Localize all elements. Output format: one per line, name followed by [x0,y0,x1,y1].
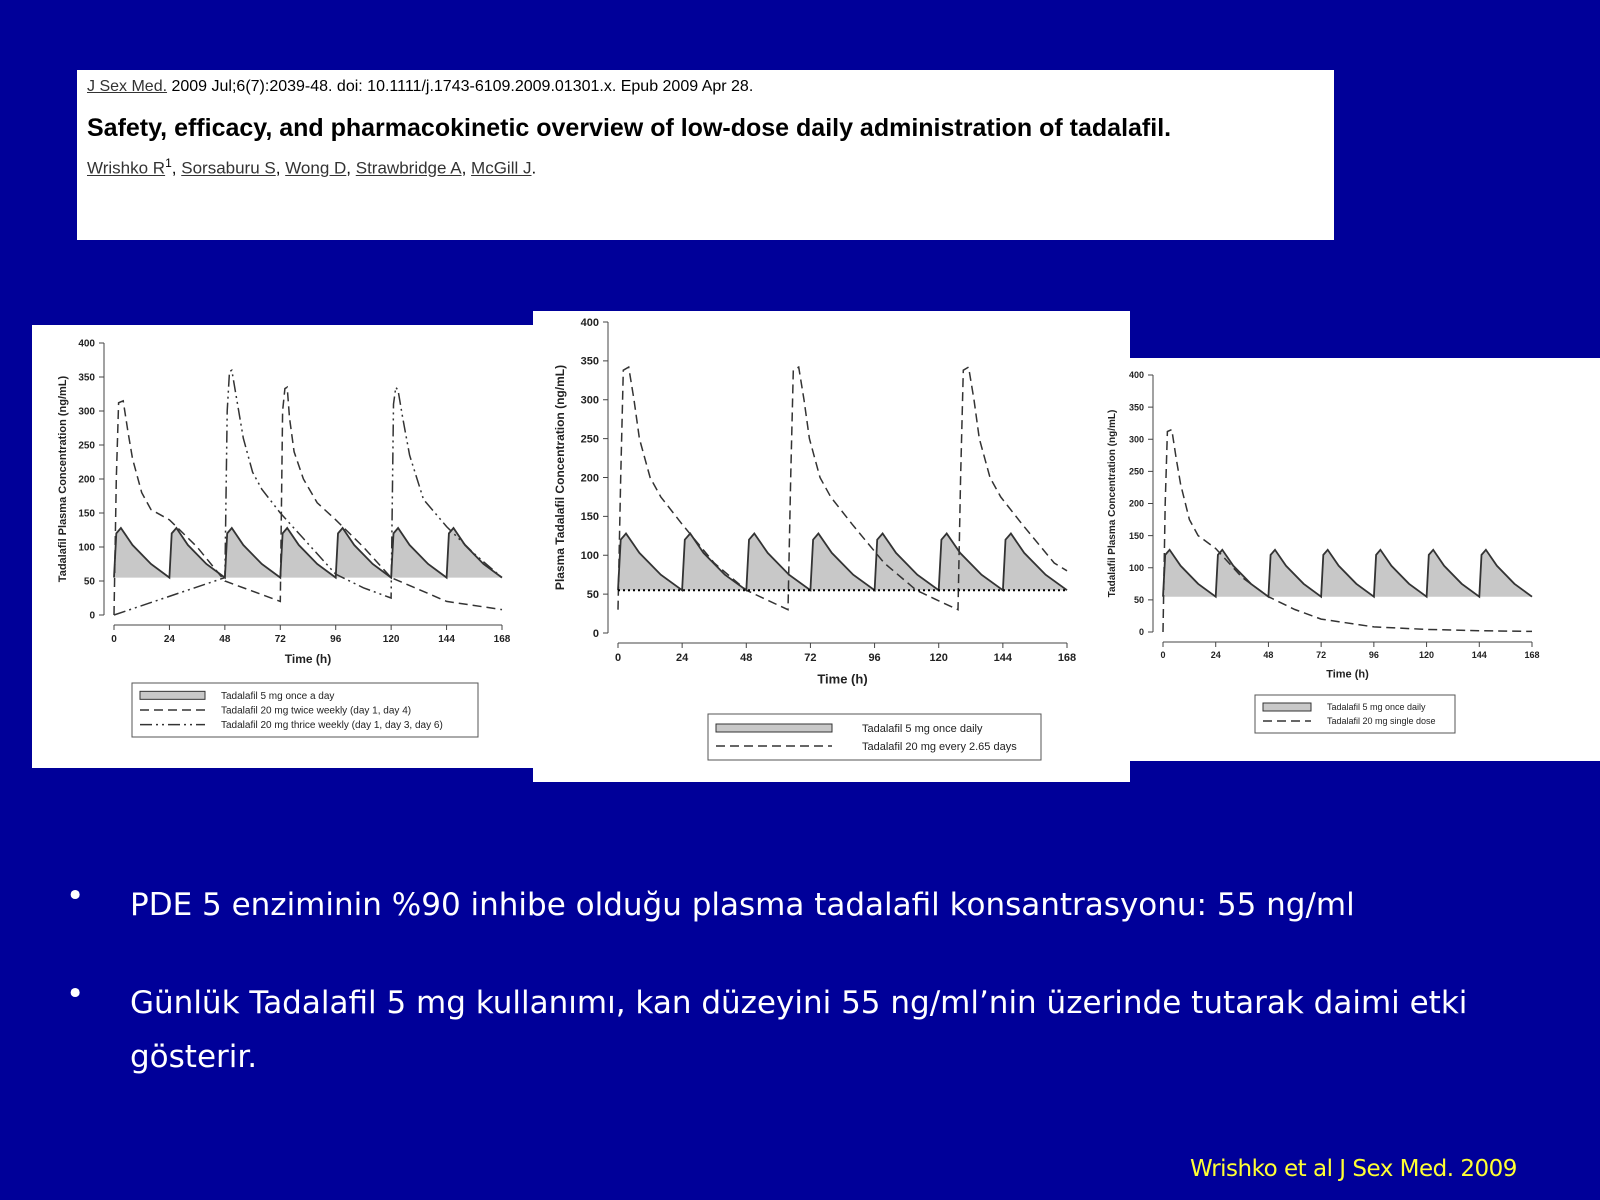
citation-details: 2009 Jul;6(7):2039-48. doi: 10.1111/j.1743-6109.2009.01301.x. Epub 2009 Apr 28. [171,78,754,95]
pk-chart-3 [1107,358,1600,761]
y-axis-label: Tadalafil Plasma Concentration (ng/mL) [57,375,69,583]
author-link[interactable]: Sorsaburu S [181,158,276,178]
legend-swatch [1263,703,1311,711]
x-tick-label: 168 [493,634,511,645]
legend-box [708,714,1041,760]
y-tick-label: 50 [83,576,95,588]
bullet-marker: • [66,976,85,1012]
bullet-list [66,878,1566,1084]
y-tick-label: 100 [580,550,599,563]
y-tick-label: 250 [1128,466,1144,477]
y-axis-label: Plasma Tadalafil Concentration (ng/mL) [553,364,567,591]
x-tick-label: 120 [929,652,948,664]
x-tick-label: 24 [676,652,689,664]
author-link[interactable]: McGill J [471,158,532,178]
y-tick-label: 0 [1138,627,1144,638]
chart-panel-3 [1107,358,1600,761]
y-tick-label: 200 [78,474,95,486]
x-tick-label: 48 [740,652,753,664]
y-tick-label: 150 [580,511,599,524]
y-tick-label: 100 [78,542,95,554]
x-tick-label: 144 [1471,650,1487,660]
journal-link[interactable]: J Sex Med. [87,78,168,95]
x-axis-label: Time (h) [817,671,868,687]
x-tick-label: 48 [1263,650,1274,660]
x-tick-label: 72 [1316,650,1327,660]
x-tick-label: 96 [1368,650,1379,660]
legend-swatch [716,724,832,732]
x-tick-label: 144 [993,652,1013,664]
y-tick-label: 400 [580,316,599,329]
legend-swatch [140,691,205,699]
bullet-item [66,976,1566,1084]
citation-source [87,78,1324,96]
y-tick-label: 350 [1128,402,1144,413]
y-tick-label: 250 [78,440,95,452]
chart-panel-2 [533,311,1130,782]
y-tick-label: 100 [1128,562,1144,573]
citation-box [77,70,1334,240]
bullet-text: Günlük Tadalafil 5 mg kullanımı, kan düzeyini 55 ng/ml’nin üzerinde tutarak daimi etki gösterir. [130,985,1468,1075]
x-tick-label: 96 [868,652,881,664]
article-title: Safety, efficacy, and pharmacokinetic overview of low-dose daily administration of tadalafil. [87,114,1172,142]
legend-label: Tadalafil 5 mg once daily [1327,702,1426,713]
legend-label: Tadalafil 20 mg every 2.65 days [862,740,1017,753]
x-tick-label: 0 [111,634,117,645]
x-tick-label: 168 [1524,650,1540,660]
chart-panel-1 [32,325,534,768]
x-axis-label: Time (h) [1326,668,1369,681]
author-link[interactable]: Wrishko R [87,158,166,178]
x-tick-label: 24 [1210,650,1221,660]
legend-label: Tadalafil 20 mg thrice weekly (day 1, day 3, day 6) [221,720,443,732]
legend-label: Tadalafil 5 mg once daily [862,722,983,735]
series-line [114,370,502,615]
x-tick-label: 96 [330,634,342,645]
x-tick-label: 144 [438,634,455,645]
pk-chart-2 [533,311,1130,782]
legend-label: Tadalafil 20 mg twice weekly (day 1, day 4) [221,705,412,717]
y-tick-label: 0 [592,627,599,640]
y-tick-label: 150 [78,508,95,520]
bullet-item [66,878,1566,932]
y-tick-label: 300 [78,406,95,418]
bullet-text: PDE 5 enziminin %90 inhibe olduğu plasma tadalafil konsantrasyonu: 55 ng/ml [130,887,1355,923]
author-list: Wrishko $R^1$, Sorsaburu S, Wong D, Strawbridge A, McGill J. [87,156,537,178]
legend-box [1255,695,1455,733]
legend-label: Tadalafil 20 mg single dose [1327,716,1436,727]
y-tick-label: 0 [89,610,95,622]
x-tick-label: 72 [804,652,817,664]
x-tick-label: 120 [1419,650,1435,660]
y-tick-label: 350 [580,355,599,368]
y-tick-label: 400 [1128,370,1144,381]
x-tick-label: 120 [382,634,400,645]
author-link[interactable]: Wong D [285,158,347,178]
x-axis-label: Time (h) [284,652,332,666]
y-tick-label: 250 [580,433,599,446]
y-tick-label: 300 [1128,434,1144,445]
y-tick-label: 150 [1128,530,1144,541]
pk-chart-1 [32,325,534,768]
footer-reference: Wrishko et al J Sex Med. 2009 [1190,1156,1517,1182]
author-link[interactable]: Strawbridge A [355,158,462,178]
x-tick-label: 0 [1160,650,1166,660]
y-tick-label: 350 [78,372,95,384]
y-tick-label: 200 [580,472,599,485]
author-superscript: 1 [165,156,172,170]
series-line [114,387,502,615]
legend-label: Tadalafil 5 mg once a day [221,690,335,702]
series-line [1163,430,1532,632]
x-tick-label: 0 [614,652,622,664]
y-tick-label: 200 [1128,498,1144,509]
x-tick-label: 168 [1057,652,1077,664]
bullet-marker: • [66,878,85,914]
y-tick-label: 400 [78,338,95,350]
y-tick-label: 50 [586,588,599,601]
y-tick-label: 50 [1133,595,1144,606]
y-tick-label: 300 [580,394,599,407]
x-tick-label: 48 [219,634,231,645]
x-tick-label: 24 [163,634,175,645]
y-axis-label: Tadalafil Plasma Concentration (ng/mL) [1107,409,1118,598]
x-tick-label: 72 [274,634,286,645]
